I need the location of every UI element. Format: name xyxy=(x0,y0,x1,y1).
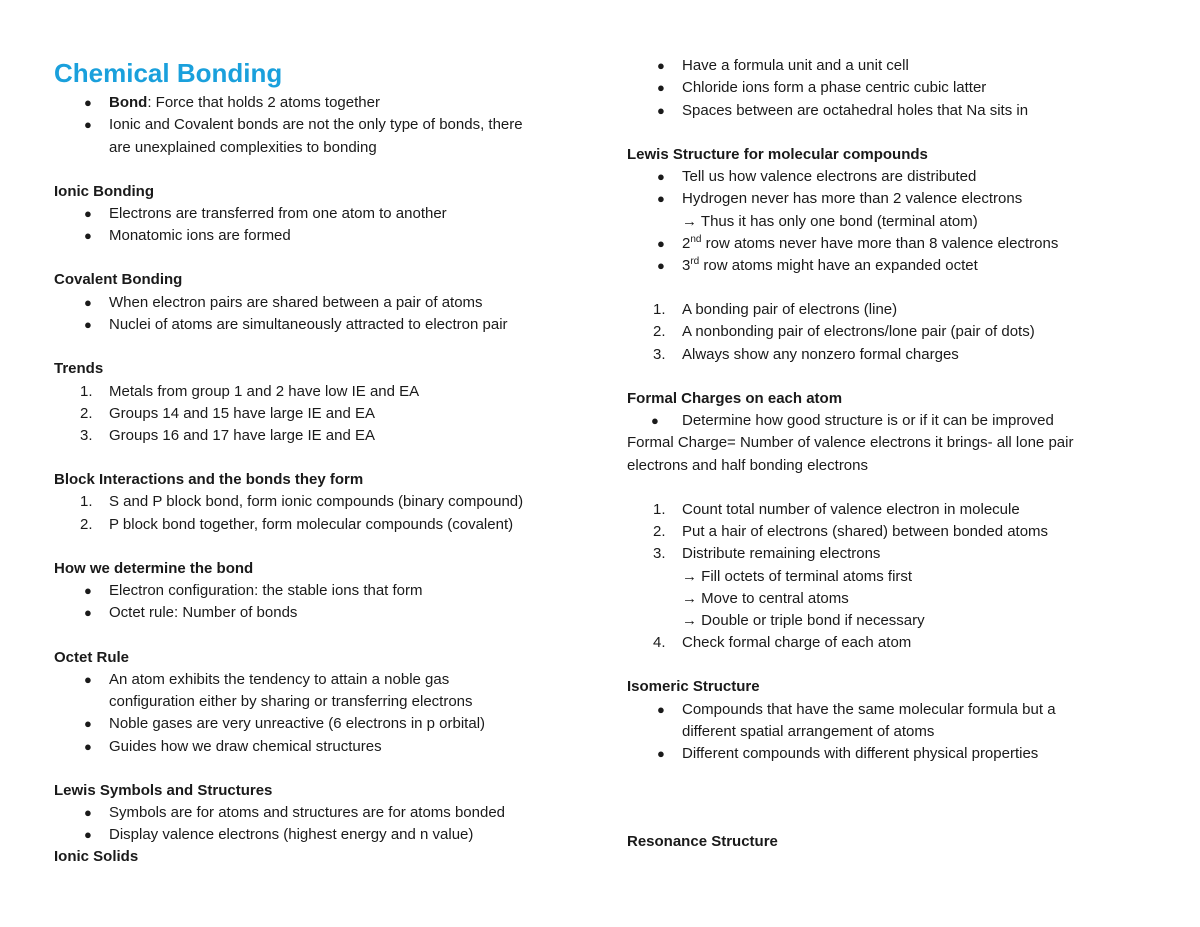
bullet-icon: ● xyxy=(657,746,665,761)
item-text: Electron configuration: the stable ions that form xyxy=(109,582,423,599)
item-number: 2. xyxy=(653,323,666,340)
item-text: Determine how good structure is or if it can be improved xyxy=(682,412,1054,429)
item-text: are unexplained complexities to bonding xyxy=(109,139,377,156)
item-text: Ionic and Covalent bonds are not the only type of bonds, there xyxy=(109,116,523,133)
item-text: row atoms never have more than 8 valence electrons xyxy=(701,235,1059,252)
item-text: Hydrogen never has more than 2 valence electrons xyxy=(682,190,1023,207)
item-text: Noble gases are very unreactive (6 electrons in p orbital) xyxy=(109,715,486,732)
item-text: Guides how we draw chemical structures xyxy=(109,738,382,755)
item-text: A bonding pair of electrons (line) xyxy=(682,301,898,318)
item-text: configuration either by sharing or transferring electrons xyxy=(109,693,473,710)
bullet-icon: ● xyxy=(84,739,92,754)
formal-charge-definition-cont: electrons and half bonding electrons xyxy=(627,457,868,474)
section-heading: How we determine the bond xyxy=(54,560,254,577)
bullet-icon: ● xyxy=(84,827,92,842)
bullet-icon: ● xyxy=(84,117,92,132)
item-number: 1. xyxy=(80,383,93,400)
item-text: Have a formula unit and a unit cell xyxy=(682,57,909,74)
item-text: row atoms might have an expanded octet xyxy=(699,257,978,274)
section-heading: Ionic Bonding xyxy=(54,183,154,200)
item-text: Groups 16 and 17 have large IE and EA xyxy=(109,427,376,444)
bullet-icon: ● xyxy=(84,206,92,221)
bullet-icon: ● xyxy=(84,228,92,243)
item-number: 1. xyxy=(653,301,666,318)
bullet-icon: ● xyxy=(84,295,92,310)
item-text: Always show any nonzero formal charges xyxy=(682,346,959,363)
item-text: Display valence electrons (highest energy and n value) xyxy=(109,826,474,843)
item-text: Spaces between are octahedral holes that Na sits in xyxy=(682,102,1029,119)
item-text: Monatomic ions are formed xyxy=(109,227,291,244)
arrow-icon: → xyxy=(682,213,697,230)
bond-definition: : Force that holds 2 atoms together xyxy=(147,94,380,111)
bullet-icon: ● xyxy=(84,805,92,820)
arrow-icon: → xyxy=(682,590,697,607)
item-text: Distribute remaining electrons xyxy=(682,545,881,562)
item-text: Count total number of valence electron in molecule xyxy=(682,501,1020,518)
bullet-icon: ● xyxy=(84,317,92,332)
bullet-icon: ● xyxy=(657,258,665,273)
section-heading: Isomeric Structure xyxy=(627,678,760,695)
item-number: 3. xyxy=(80,427,93,444)
item-number: 4. xyxy=(653,634,666,651)
section-heading: Resonance Structure xyxy=(627,833,778,850)
item-number: 3. xyxy=(653,545,666,562)
item-text: P block bond together, form molecular compounds (covalent) xyxy=(109,516,514,533)
arrow-icon: → xyxy=(682,568,697,585)
formal-charge-definition: Formal Charge= Number of valence electrons it brings- all lone pair xyxy=(627,434,1074,451)
section-heading: Lewis Symbols and Structures xyxy=(54,782,273,799)
item-text: When electron pairs are shared between a pair of atoms xyxy=(109,294,483,311)
page-title: Chemical Bonding xyxy=(54,58,283,88)
item-text: Double or triple bond if necessary xyxy=(701,612,925,629)
row-number: 2 xyxy=(682,235,691,252)
item-text: Symbols are for atoms and structures are for atoms bonded xyxy=(109,804,506,821)
bullet-icon: ● xyxy=(657,103,665,118)
bullet-icon: ● xyxy=(657,58,665,73)
item-text: A nonbonding pair of electrons/lone pair (pair of dots) xyxy=(682,323,1035,340)
item-text: Check formal charge of each atom xyxy=(682,634,912,651)
section-heading: Trends xyxy=(54,360,104,377)
item-text: Fill octets of terminal atoms first xyxy=(701,568,913,585)
item-number: 1. xyxy=(80,493,93,510)
item-text: Compounds that have the same molecular formula but a xyxy=(682,701,1056,718)
item-text: Tell us how valence electrons are distributed xyxy=(682,168,977,185)
item-number: 2. xyxy=(80,405,93,422)
item-text: different spatial arrangement of atoms xyxy=(682,723,935,740)
section-heading: Lewis Structure for molecular compounds xyxy=(627,146,928,163)
row-number: 3 xyxy=(682,257,691,274)
bullet-icon: ● xyxy=(657,80,665,95)
bullet-icon: ● xyxy=(657,702,665,717)
bullet-icon: ● xyxy=(84,672,92,687)
ordinal-suffix: nd xyxy=(690,234,702,245)
bullet-icon: ● xyxy=(657,236,665,251)
bullet-icon: ● xyxy=(657,191,665,206)
item-text: Move to central atoms xyxy=(701,590,849,607)
item-number: 2. xyxy=(653,523,666,540)
bullet-icon: ● xyxy=(84,605,92,620)
item-number: 3. xyxy=(653,346,666,363)
item-text: Thus it has only one bond (terminal atom) xyxy=(700,213,978,230)
bond-term: Bond xyxy=(109,94,148,111)
section-heading: Ionic Solids xyxy=(54,848,139,865)
item-text: Octet rule: Number of bonds xyxy=(109,604,298,621)
item-text: Nuclei of atoms are simultaneously attracted to electron pair xyxy=(109,316,508,333)
bullet-icon: ● xyxy=(651,413,659,428)
item-text: Chloride ions form a phase centric cubic latter xyxy=(682,79,987,96)
ordinal-suffix: rd xyxy=(690,256,700,267)
bullet-icon: ● xyxy=(84,95,92,110)
section-heading: Covalent Bonding xyxy=(54,271,183,288)
bullet-icon: ● xyxy=(657,169,665,184)
bullet-icon: ● xyxy=(84,583,92,598)
section-heading: Formal Charges on each atom xyxy=(627,390,843,407)
item-number: 1. xyxy=(653,501,666,518)
item-text: Put a hair of electrons (shared) between bonded atoms xyxy=(682,523,1049,540)
item-text: Electrons are transferred from one atom to another xyxy=(109,205,447,222)
arrow-icon: → xyxy=(682,612,697,629)
section-heading: Octet Rule xyxy=(54,649,130,666)
bullet-icon: ● xyxy=(84,716,92,731)
item-text: Groups 14 and 15 have large IE and EA xyxy=(109,405,376,422)
item-text: Different compounds with different physical properties xyxy=(682,745,1039,762)
item-text: S and P block bond, form ionic compounds (binary compound) xyxy=(109,493,524,510)
item-text: An atom exhibits the tendency to attain a noble gas xyxy=(109,671,450,688)
item-text: Metals from group 1 and 2 have low IE and EA xyxy=(109,383,420,400)
section-heading: Block Interactions and the bonds they form xyxy=(54,471,364,488)
item-number: 2. xyxy=(80,516,93,533)
